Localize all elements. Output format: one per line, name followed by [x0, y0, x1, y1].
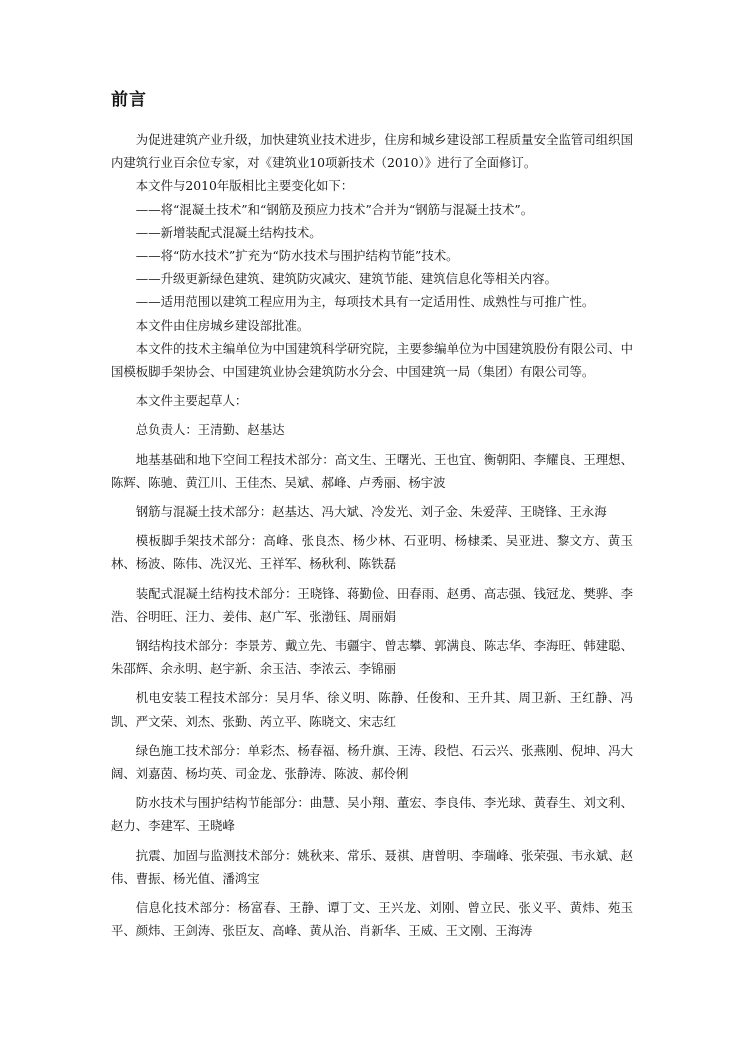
- drafters-section: 钢筋与混凝土技术部分：赵基达、冯大斌、冷发光、刘子金、朱爱萍、王晓锋、王永海: [135, 504, 607, 520]
- drafters-section: 抗震、加固与监测技术部分：姚秋来、常乐、聂祺、唐曾明、李瑞峰、张荣强、韦永斌、赵伟、曹振、杨光值、潘鸿宝: [111, 847, 633, 886]
- units-paragraph: 本文件的技术主编单位为中国建筑科学研究院，主要参编单位为中国建筑股份有限公司、中国模板脚手架协会、中国建筑业协会建筑防水分会、中国建筑一局（集团）有限公司等。: [111, 340, 633, 380]
- change-item: ——升级更新绿色建筑、建筑防灾减灾、建筑节能、建筑信息化等相关内容。: [135, 271, 558, 287]
- drafters-section: 装配式混凝土结构技术部分：王晓锋、蒋勤俭、田春雨、赵勇、高志强、钱冠龙、樊骅、李浩、谷明旺、汪力、姜伟、赵广军、张渤钰、周丽娟: [111, 585, 633, 624]
- change-item: ——新增装配式混凝土结构技术。: [135, 224, 322, 240]
- change-item: ——适用范围以建筑工程应用为主，每项技术具有一定适用性、成熟性与可推广性。: [135, 294, 595, 310]
- document-page: [111, 88, 633, 943]
- drafters-section: 信息化技术部分：杨富春、王静、谭丁文、王兴龙、刘刚、曾立民、张义平、黄炜、苑玉平、颜炜、王剑涛、张臣友、高峰、黄从治、肖新华、王威、王文刚、王海涛: [111, 900, 633, 939]
- drafters-section: 钢结构技术部分：李景芳、戴立先、韦疆宇、曾志攀、郭满良、陈志华、李海旺、韩建聪、朱邵辉、余永明、赵宇新、余玉洁、李浓云、李锦丽: [111, 638, 633, 677]
- approval-paragraph: 本文件由住房城乡建设部批准。: [135, 317, 310, 333]
- drafters-section: 防水技术与围护结构节能部分：曲慧、吴小翔、董宏、李良伟、李光球、黄春生、刘文利、赵力、李建军、王晓峰: [111, 795, 633, 834]
- drafters-section: 机电安装工程技术部分：吴月华、徐义明、陈静、任俊和、王升其、周卫新、王红静、冯凯、严文荣、刘杰、张勤、芮立平、陈晓文、宋志红: [111, 690, 633, 729]
- drafters-section: 模板脚手架技术部分：高峰、张良杰、杨少林、石亚明、杨棣柔、吴亚进、黎文方、黄玉林、杨波、陈伟、冼汉光、王祥军、杨秋利、陈铁磊: [111, 533, 633, 572]
- drafters-lead: 总负责人：王清勤、赵基达: [135, 422, 285, 438]
- drafters-section: 绿色施工技术部分：单彩杰、杨春福、杨升旗、王涛、段恺、石云兴、张燕刚、倪坤、冯大阔、刘嘉茵、杨均英、司金龙、张静涛、陈波、郝伶俐: [111, 742, 633, 782]
- changes-intro: 本文件与2010年版相比主要变化如下：: [135, 178, 354, 194]
- change-item: ——将“防水技术”扩充为“防水技术与围护结构节能”技术。: [135, 248, 459, 264]
- change-item: ——将“混凝土技术”和“钢筋及预应力技术”合并为“钢筋与混凝土技术”。: [135, 201, 534, 217]
- page-title: 前言: [111, 90, 147, 110]
- intro-paragraph: 为促进建筑产业升级，加快建筑业技术进步，住房和城乡建设部工程质量安全监管司组织国内建筑行业百余位专家，对《建筑业10项新技术（2010）》进行了全面修订。: [111, 132, 633, 171]
- drafters-heading: 本文件主要起草人：: [135, 393, 248, 409]
- drafters-section: 地基基础和地下空间工程技术部分：高文生、王曙光、王也宜、衡朝阳、李耀良、王理想、陈辉、陈驰、黄江川、王佳杰、吴斌、郝峰、卢秀丽、杨宇波: [111, 451, 633, 490]
